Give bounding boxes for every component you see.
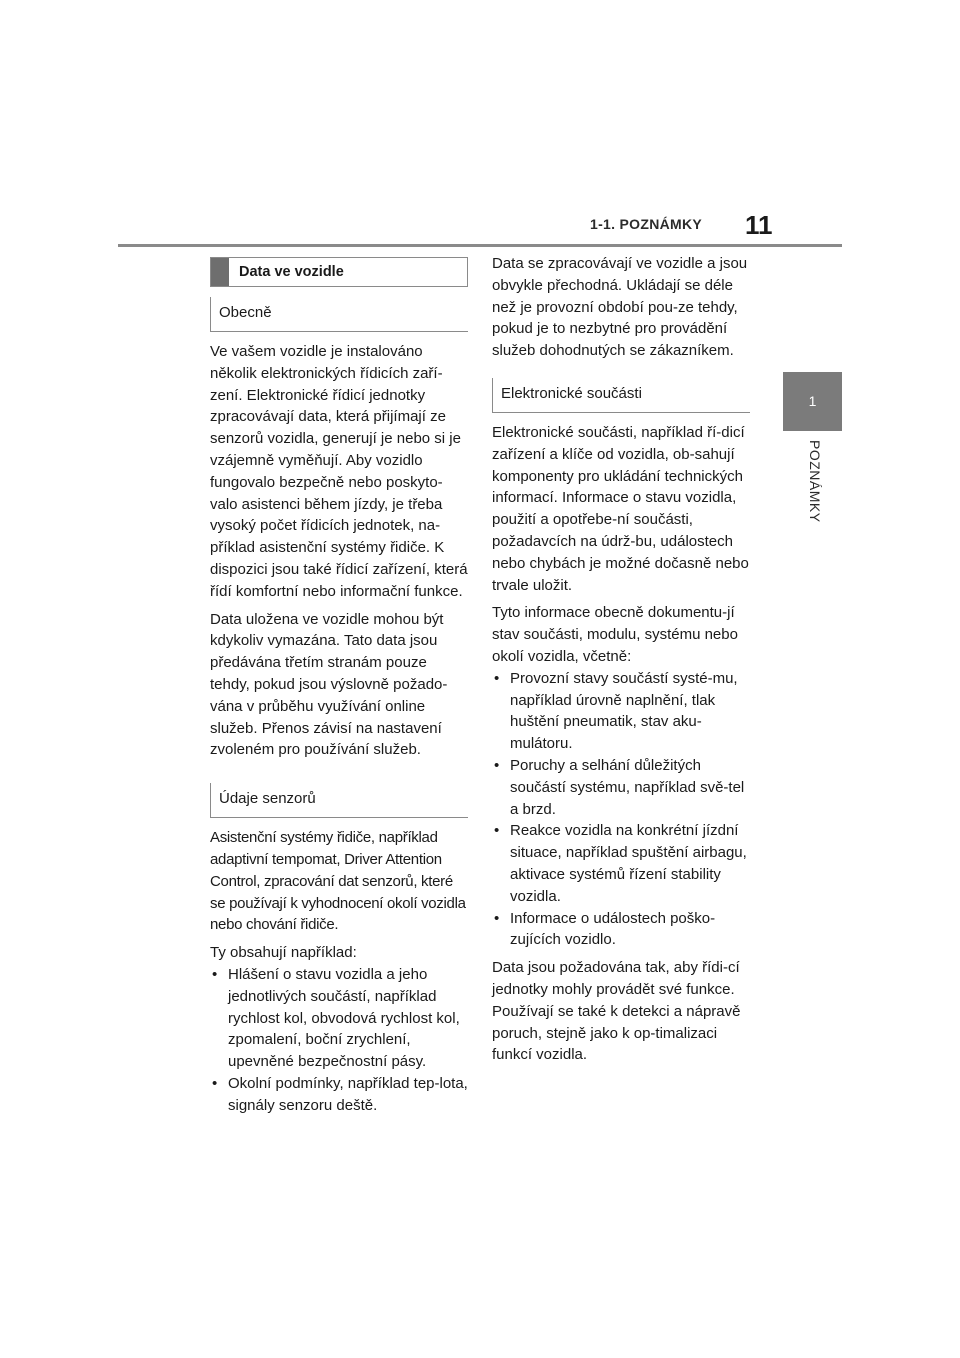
title-bar-marker: [211, 258, 229, 286]
page-number: 11: [745, 210, 773, 240]
list-item: • Hlášení o stavu vozidla a jeho jednotlivých součástí, například rychlost kol, obvodová rychlost kol, zpomalení, boční zrychlení, upevněné bezpečnostní pásy.: [210, 964, 468, 1073]
left-column: [210, 257, 468, 1123]
section-title: Data ve vozidle: [239, 264, 344, 280]
paragraph-data-deletion: Data uložena ve vozidle mohou být kdykoliv vymazána. Tato data jsou předávána třetím stranám pouze tehdy, pokud jsou výslovně požado-vána v průběhu využívání online služeb. Přenos závisí na nastavení zvoleném pro používání služeb.: [210, 610, 448, 759]
list-item: • Informace o událostech poško-zujících vozidlo.: [492, 908, 750, 952]
chapter-side-label: POZNÁMKY: [807, 440, 823, 523]
paragraph-documentation-intro: Tyto informace obecně dokumentu-jí stav součásti, modulu, systému nebo okolí vozidla, včetně:: [492, 604, 738, 665]
header-rule: [118, 244, 842, 247]
section-title-box: [210, 257, 468, 287]
paragraph-driver-assist: Asistenční systémy řidiče, například adaptivní tempomat, Driver Attention Control, zpracování dat senzorů, které se používají k vyhodnocení okolí vozidla nebo chování řidiče.: [210, 829, 466, 934]
list-item: • Provozní stavy součástí systé-mu, například úrovně naplnění, tlak huštění pneumatik, stav aku-mulátoru.: [492, 668, 750, 755]
section-header: 1-1. POZNÁMKY: [590, 216, 703, 232]
right-column: [492, 253, 750, 1072]
paragraph-data-processing: Data se zpracovávají ve vozidle a jsou obvykle přechodná. Ukládají se déle než je provozní období pou-ze tehdy, pokud je to nezbytné pro provádění služeb dohodnutých se zákazníkem.: [492, 255, 748, 360]
list-item: • Okolní podmínky, například tep-lota, signály senzoru deště.: [210, 1073, 468, 1117]
list-item: • Reakce vozidla na konkrétní jízdní situace, například spuštění airbagu, aktivace systémů řízení stability vozidla.: [492, 820, 750, 907]
chapter-tab: 1: [783, 372, 842, 431]
subheading-general: Obecně: [210, 297, 468, 332]
subheading-electronic-components: Elektronické součásti: [492, 378, 750, 413]
component-status-list: [492, 668, 750, 951]
subheading-sensor-data: Údaje senzorů: [210, 783, 468, 818]
list-item: • Poruchy a selhání důležitých součástí systému, například svě-tel a brzd.: [492, 755, 750, 820]
sensor-examples-list: [210, 964, 468, 1117]
paragraph-examples-intro: Ty obsahují například:: [210, 944, 357, 962]
paragraph-electronic-components: Elektronické součásti, například ří-dicí zařízení a klíče od vozidla, ob-sahují komponenty pro ukládání technických informací. Informace o stavu vozidla, použití a opotřebe-ní součásti, požadavcích na údrž-bu, událostech nebo chybách je možné dočasně nebo trvale uložit.: [492, 423, 749, 594]
paragraph-control-units: Ve vašem vozidle je instalováno několik elektronických řídicích zaří-zení. Elektronické řídicí jednotky zpracovávají data, která přijímají ze senzorů vozidla, generují je nebo si je vzájemně vyměňují. Aby vozidlo fungovalo bezpečně nebo poskyto-valo asistenci během jízdy, je třeba vysoký počet řídicích jednotek, na-příklad asistenční systémy řidiče. K dispozici jsou také řídicí zařízení, která řídí komfortní nebo informační funkce.: [210, 343, 468, 600]
paragraph-data-purpose: Data jsou požadována tak, aby řídi-cí jednotky mohly provádět své funkce. Používají se také k detekci a nápravě poruch, stejně jako k op-timalizaci funkcí vozidla.: [492, 959, 741, 1064]
